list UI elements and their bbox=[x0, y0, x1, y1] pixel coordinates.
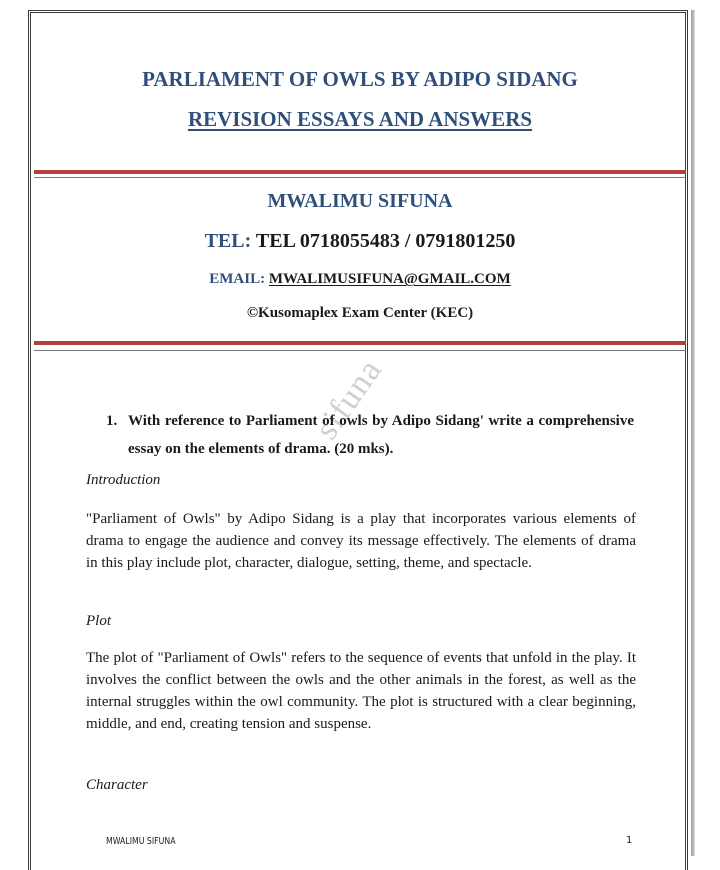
telephone-line bbox=[0, 230, 720, 253]
section-heading-character: Character bbox=[86, 777, 148, 793]
bottom-red-rule bbox=[34, 341, 686, 345]
email-label: EMAIL: bbox=[209, 271, 266, 287]
question-item bbox=[106, 407, 634, 463]
question-text: With reference to Parliament of owls by Adipo Sidang' write a comprehensive essay on the elements of drama. (20 mks). bbox=[128, 413, 634, 457]
page-number: 1 bbox=[626, 835, 633, 846]
tel-label: TEL: bbox=[204, 230, 252, 252]
top-red-rule bbox=[34, 170, 686, 174]
section-heading-introduction: Introduction bbox=[86, 472, 161, 488]
page-edge-shadow bbox=[691, 10, 695, 856]
top-thin-rule bbox=[34, 177, 686, 178]
email-line bbox=[0, 271, 720, 288]
copyright-line: ©Kusomaplex Exam Center (KEC) bbox=[246, 305, 474, 321]
footer-author: MWALIMU SIFUNA bbox=[106, 836, 176, 847]
author-name: MWALIMU SIFUNA bbox=[267, 190, 453, 212]
section-body-plot: The plot of "Parliament of Owls" refers to the sequence of events that unfold in the play. It involves the conflict between the owls and the other animals in the forest, as well as the internal struggles within the owl community. The plot is structured with a clear beginning, middle, and end, creating tension and suspense. bbox=[86, 650, 636, 732]
document-title: PARLIAMENT OF OWLS BY ADIPO SIDANG bbox=[142, 67, 578, 91]
watermark: sifuna bbox=[308, 352, 390, 447]
tel-value: TEL 0718055483 / 0791801250 bbox=[255, 230, 516, 252]
section-heading-plot: Plot bbox=[86, 613, 111, 629]
document-subtitle-text: REVISION ESSAYS AND ANSWERS bbox=[187, 107, 533, 131]
section-body-introduction: "Parliament of Owls" by Adipo Sidang is a play that incorporates various elements of drama to engage the audience and convey its message effectively. The elements of drama in this play include plot, character, dialogue, setting, theme, and spectacle. bbox=[86, 511, 636, 571]
bottom-thin-rule bbox=[34, 350, 686, 351]
question-number: 1. bbox=[106, 413, 118, 429]
document-subtitle bbox=[0, 107, 720, 132]
email-address: MWALIMUSIFUNA@GMAIL.COM bbox=[268, 271, 511, 287]
